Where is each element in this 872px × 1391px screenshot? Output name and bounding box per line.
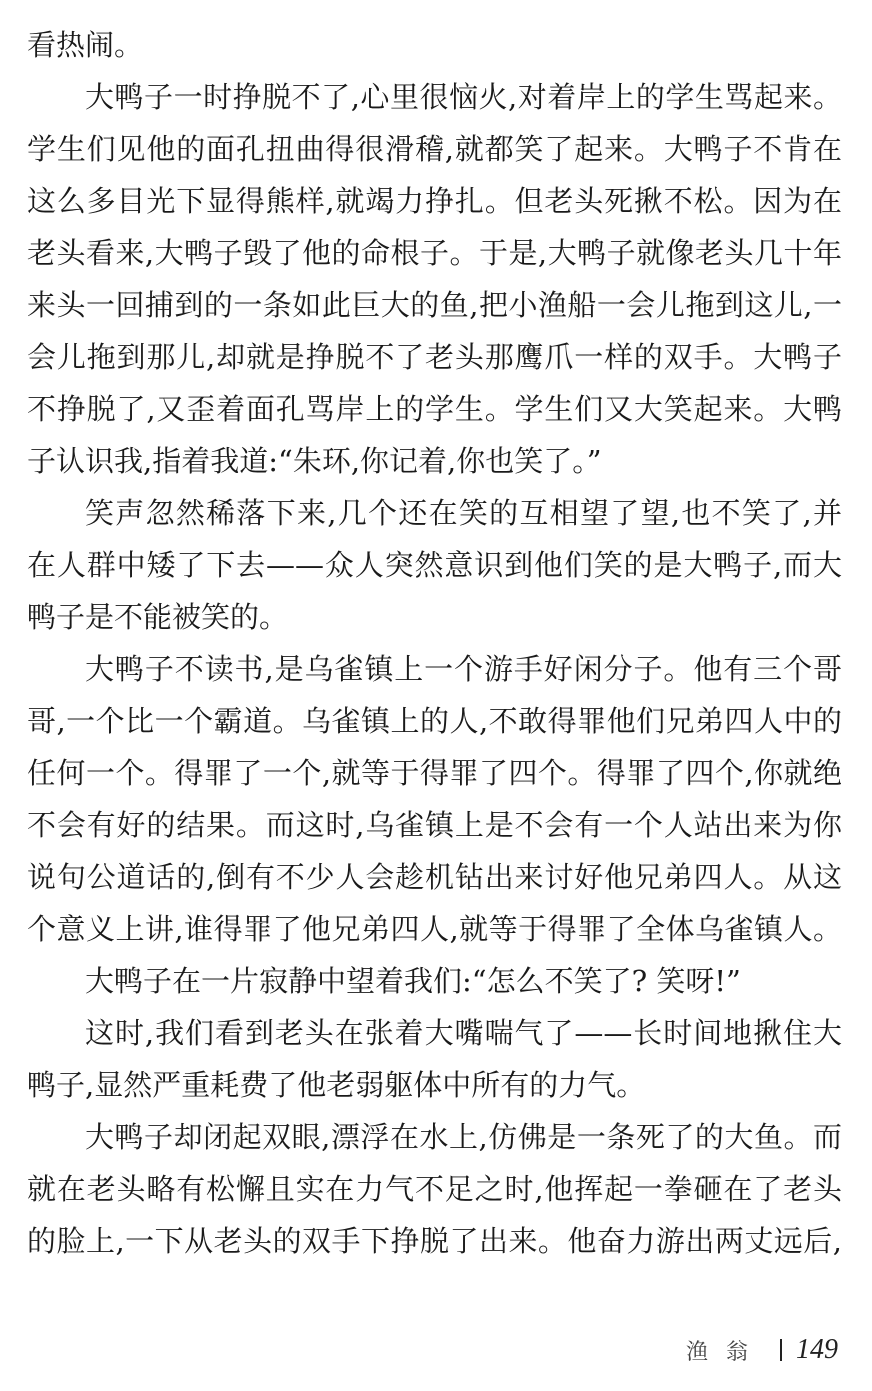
text-line: 这时,我们看到老头在张着大嘴喘气了——长时间地揪住大 [85,1016,842,1050]
text-line: 不挣脱了,又歪着面孔骂岸上的学生。学生们又大笑起来。大鸭 [27,392,842,426]
text-line: 鸭子是不能被笑的。 [27,600,289,634]
text-line: 大鸭子一时挣脱不了,心里很恼火,对着岸上的学生骂起来。 [85,80,842,114]
text-line: 学生们见他的面孔扭曲得很滑稽,就都笑了起来。大鸭子不肯在 [27,132,842,166]
text-line: 子认识我,指着我道:“朱环,你记着,你也笑了。” [27,444,602,478]
text-line: 老头看来,大鸭子毁了他的命根子。于是,大鸭子就像老头几十年 [27,236,842,270]
text-line: 大鸭子却闭起双眼,漂浮在水上,仿佛是一条死了的大鱼。而 [85,1120,842,1154]
text-line: 在人群中矮了下去——众人突然意识到他们笑的是大鸭子,而大 [27,548,842,582]
text-line: 个意义上讲,谁得罪了他兄弟四人,就等于得罪了全体乌雀镇人。 [27,912,842,946]
page-number: 149 [796,1334,838,1365]
text-line: 就在老头略有松懈且实在力气不足之时,他挥起一拳砸在了老头 [27,1172,842,1206]
text-line: 大鸭子不读书,是乌雀镇上一个游手好闲分子。他有三个哥 [85,652,842,686]
body-text [27,24,842,1272]
text-line: 大鸭子在一片寂静中望着我们:“怎么不笑了? 笑呀!” [85,964,741,998]
text-line: 哥,一个比一个霸道。乌雀镇上的人,不敢得罪他们兄弟四人中的 [27,704,842,738]
text-line: 会儿拖到那儿,却就是挣脱不了老头那鹰爪一样的双手。大鸭子 [27,340,842,374]
text-line: 说句公道话的,倒有不少人会趁机钻出来讨好他兄弟四人。从这 [27,860,842,894]
text-line: 看热闹。 [27,28,144,62]
text-line: 来头一回捕到的一条如此巨大的鱼,把小渔船一会儿拖到这儿,一 [27,288,842,322]
text-line: 任何一个。得罪了一个,就等于得罪了四个。得罪了四个,你就绝 [27,756,842,790]
text-line: 鸭子,显然严重耗费了他老弱躯体中所有的力气。 [27,1068,646,1102]
page-footer [686,1330,838,1370]
text-line: 不会有好的结果。而这时,乌雀镇上是不会有一个人站出来为你 [27,808,842,842]
text-line: 笑声忽然稀落下来,几个还在笑的互相望了望,也不笑了,并 [85,496,842,530]
text-line: 这么多目光下显得熊样,就竭力挣扎。但老头死揪不松。因为在 [27,184,842,218]
running-title: 渔翁 [685,1339,766,1365]
text-line: 的脸上,一下从老头的双手下挣脱了出来。他奋力游出两丈远后, [27,1224,842,1258]
footer-divider [780,1339,782,1361]
